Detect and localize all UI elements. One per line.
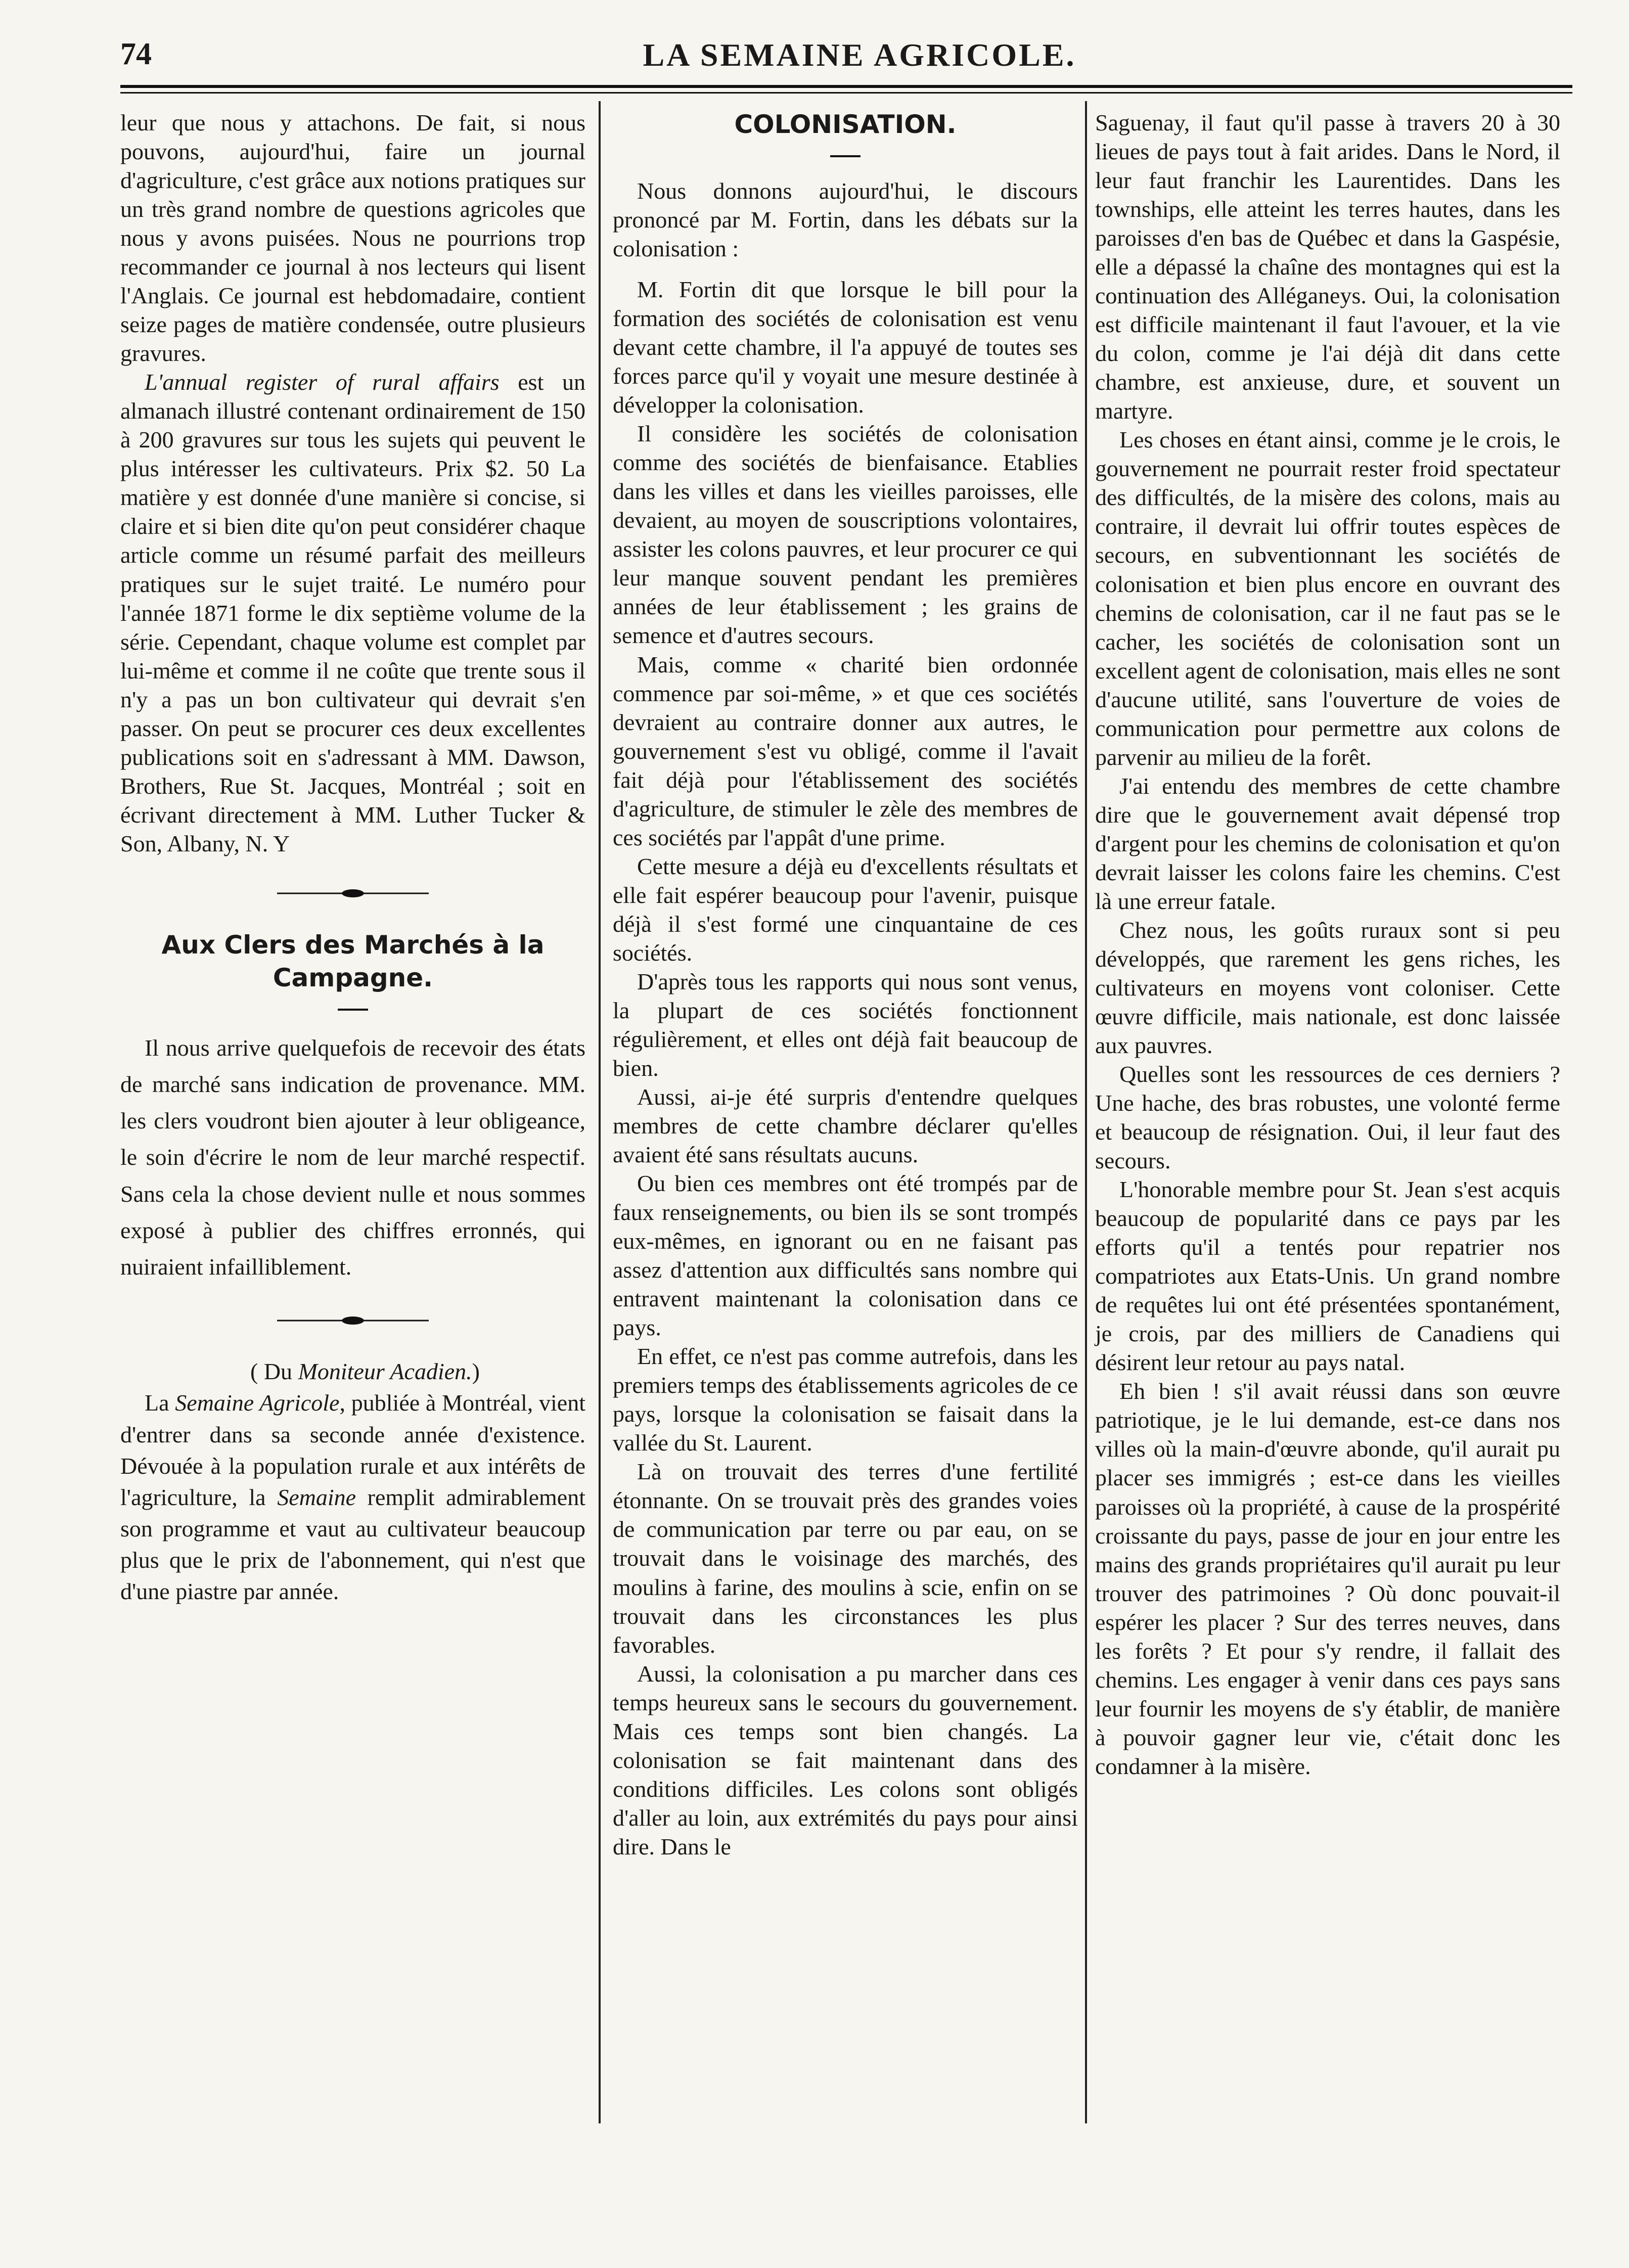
section-heading: Aux Clers des Marchés à la Campagne. — [161, 930, 545, 992]
article-paragraph: Quelles sont les ressources de ces derniers ? Une hache, des bras robustes, une volonté ferme et beaucoup de résignation. Oui, il leur faut des secours. — [1095, 1061, 1560, 1174]
article-paragraph: En effet, ce n'est pas comme autrefois, dans les premiers temps des établissements agricoles de ce pays, lorsque la colonisation se faisait dans la vallée du St. Laurent. — [613, 1343, 1078, 1456]
article-paragraph: J'ai entendu des membres de cette chambre dire que le gouvernement avait dépensé trop d'argent pour les chemins de colonisation et qu'on devrait laisser les colons faire les chemins. C'est là une erreur fatale. — [1095, 773, 1560, 914]
column-divider — [1085, 101, 1087, 2123]
column-left — [120, 108, 585, 1607]
heading-dash — [338, 1009, 368, 1011]
article-paragraph: Il nous arrive quelquefois de recevoir des états de marché sans indication de provenance. MM. les clers voudront bien ajouter à leur obligeance, le soin d'écrire le nom de leur marché respectif. Sans cela la chose devient nulle et nous sommes exposé à publier des chiffres erronnés, qui nuiraient infailliblement. — [120, 1034, 585, 1280]
column-divider — [599, 101, 601, 2123]
clers-section — [120, 1030, 585, 1286]
source-suffix: ) — [472, 1358, 480, 1385]
article-paragraph: Cette mesure a déjà eu d'excellents résultats et elle fait espérer beaucoup pour l'avenir, puisque déjà il s'est formé une cinquantaine de ces sociétés. — [613, 853, 1078, 966]
article-paragraph: L'honorable membre pour St. Jean s'est acquis beaucoup de popularité dans ce pays par les efforts qu'il a tentés pour repatrier nos compatriotes aux Etats-Unis. Un grand nombre de requêtes lui ont été présentées spontanément, je crois, par des milliers de Canadiens qui désirent leur retour au pays natal. — [1095, 1176, 1560, 1376]
column-middle — [613, 108, 1078, 1861]
publication-title: Semaine Agricole — [175, 1390, 340, 1416]
article-paragraph: Nous donnons aujourd'hui, le discours prononcé par M. Fortin, dans les débats sur la colonisation : — [613, 178, 1078, 262]
article-paragraph: D'après tous les rapports qui nous sont venus, la plupart de ces sociétés fonctionnent régulièrement, et elles ont déjà fait beaucoup de bien. — [613, 968, 1078, 1081]
article-paragraph: Saguenay, il faut qu'il passe à travers 20 à 30 lieues de pays tout à fait arides. Dans le Nord, il leur faut franchir les Laurentides. Dans les townships, elle atteint les terres hautes, dans les paroisses d'en bas de Québec et dans la Gaspésie, elle a dépassé la chaîne des montagnes qui est la continuation des Alléganeys. Oui, la colonisation est difficile maintenant il faut l'avouer, et la vie du colon, comme je l'ai déjà dit dans cette chambre, est anxieuse, dure, et souvent un martyre. — [1095, 110, 1560, 424]
paragraph-text: , publiée à Montréal, vient d'entrer dans sa seconde année d'existence. Dévouée à la population rurale et aux intérêts de l'agriculture, la — [120, 1390, 586, 1510]
header-rule — [120, 85, 1572, 94]
page-number: 74 — [120, 37, 152, 71]
publication-title: L'annual register of rural affairs — [145, 369, 500, 395]
ornament-divider — [277, 888, 429, 898]
masthead-title: LA SEMAINE AGRICOLE. — [643, 37, 1076, 73]
source-prefix: ( Du — [250, 1358, 298, 1385]
article-paragraph: Ou bien ces membres ont été trompés par de faux renseignements, ou bien ils se sont trompés eux-mêmes, en ignorant ou en ne faisant pas assez d'attention aux difficultés sans nombre qui entravent maintenant la colonisation dans ce pays. — [613, 1170, 1078, 1341]
article-paragraph: Aussi, ai-je été surpris d'entendre quelques membres de cette chambre déclarer qu'elles avaient été sans résultats aucuns. — [613, 1083, 1078, 1168]
article-paragraph: M. Fortin dit que lorsque le bill pour la formation des sociétés de colonisation est venu devant cette chambre, il l'a appuyé de toutes ses forces parce qu'il y voyait une mesure destinée à développer la colonisation. — [613, 277, 1078, 418]
article-paragraph: Mais, comme « charité bien ordonnée commence par soi-même, » et que ces sociétés devraient au contraire donner aux autres, le gouvernement s'est vu obligé, comme il l'avait fait déjà pour l'établissement des sociétés d'agriculture, de stimuler le zèle des membres de ces sociétés par l'appât d'une prime. — [613, 651, 1078, 850]
article-paragraph: Les choses en étant ainsi, comme je le crois, le gouvernement ne pourrait rester froid spectateur des difficultés, de la misère des colons, mais au contraire, il devrait lui offrir toutes espèces de secours, en subventionnant les sociétés de colonisation et bien plus encore en ouvrant des chemins de colonisation, car il ne faut pas se le cacher, les sociétés de colonisation sont un excellent agent de colonisation, mais elles ne sont d'aucune utilité, sans l'ouverture de voies de communication pour permettre aux colons de parvenir au milieu de la forêt. — [1095, 427, 1560, 770]
section-heading: COLONISATION. — [734, 110, 957, 139]
ornament-divider — [277, 1316, 429, 1326]
paragraph-text: La — [145, 1390, 175, 1416]
article-paragraph: Aussi, la colonisation a pu marcher dans ces temps heureux sans le secours du gouvernement. Mais ces temps sont bien changés. La colonisation se fait maintenant dans des conditions difficiles. Les colons sont obligés d'aller au loin, aux extrémités du pays pour ainsi dire. Dans le — [613, 1660, 1078, 1859]
article-paragraph — [120, 368, 585, 858]
article-paragraph: leur que nous y attachons. De fait, si nous pouvons, aujourd'hui, faire un journal d'agriculture, c'est grâce aux notions pratiques sur un très grand nombre de questions agricoles que nous y avons puisées. Nous ne pourrions trop recommander ce journal à nos lecteurs qui lisent l'Anglais. Ce journal est hebdomadaire, contient seize pages de matière condensée, outre plusieurs gravures. — [120, 110, 585, 367]
column-right — [1095, 108, 1560, 1781]
article-paragraph: Chez nous, les goûts ruraux sont si peu développés, que rarement les gens riches, les cultivateurs en moyens vont coloniser. Cette œuvre difficile, mais nationale, est donc laissée aux pauvres. — [1095, 917, 1560, 1058]
publication-title: Semaine — [277, 1484, 356, 1510]
acadien-section — [120, 1356, 585, 1607]
article-paragraph: Il considère les sociétés de colonisation comme des sociétés de bienfaisance. Etablies dans les villes et dans les vieilles paroisses, elle devaient, au moyen de souscriptions volontaires, assister les colons pauvres, et leur procurer ce qui leur manque souvent pendant les premières années de leur établissement ; les grains de semence et d'autres secours. — [613, 421, 1078, 649]
article-paragraph — [120, 1387, 585, 1607]
source-line — [120, 1356, 585, 1387]
article-paragraph: Eh bien ! s'il avait réussi dans son œuvre patriotique, je le lui demande, est-ce dans nos villes où la main-d'œuvre abonde, qu'il aurait pu placer ses immigrés ; est-ce dans les vieilles paroisses où la propriété, à cause de la prospérité croissante du pays, passe de jour en jour entre les mains des grands propriétaires qu'il aurait pu leur trouver des patrimoines ? Où donc pouvait-il espérer les placer ? Sur des terres neuves, dans les forêts ? Et pour s'y rendre, il fallait des chemins. Les engager à venir dans ces pays sans leur fournir les moyens de s'y établir, de manière à pouvoir gagner leur vie, c'était donc les condamner à la misère. — [1095, 1378, 1560, 1779]
article-paragraph: Là on trouvait des terres d'une fertilité étonnante. On se trouvait près des grandes voies de communication par terre ou par eau, on se trouvait dans le voisinage des marchés, des moulins à farine, des moulins à scie, enfin on se trouvait dans les circonstances les plus favorables. — [613, 1459, 1078, 1658]
source-name: Moniteur Acadien. — [298, 1358, 472, 1385]
paragraph-text: est un almanach illustré contenant ordinairement de 150 à 200 gravures sur tous les sujets qui peuvent le plus intéresser les cultivateurs. Prix $2. 50 La matière y est donnée d'une manière si concise, si claire et si bien dite qu'on peut considérer chaque article comme un résumé parfait des meilleurs pratiques sur le sujet traité. Le numéro pour l'année 1871 forme le dix septième volume de la série. Cependant, chaque volume est complet par lui-même et comme il ne coûte que trente sous il n'y a pas un bon cultivateur qui devrait s'en passer. On peut se procurer ces deux excellentes publications soit en s'adressant à MM. Dawson, Brothers, Rue St. Jacques, Montréal ; soit en écrivant directement à MM. Luther Tucker & Son, Albany, N. Y — [120, 369, 585, 856]
paragraph-text: remplit admirablement son programme et vaut au cultivateur beaucoup plus que le prix de l'abonnement, qui n'est que d'une piastre par année. — [120, 1484, 585, 1604]
heading-dash — [830, 155, 861, 157]
